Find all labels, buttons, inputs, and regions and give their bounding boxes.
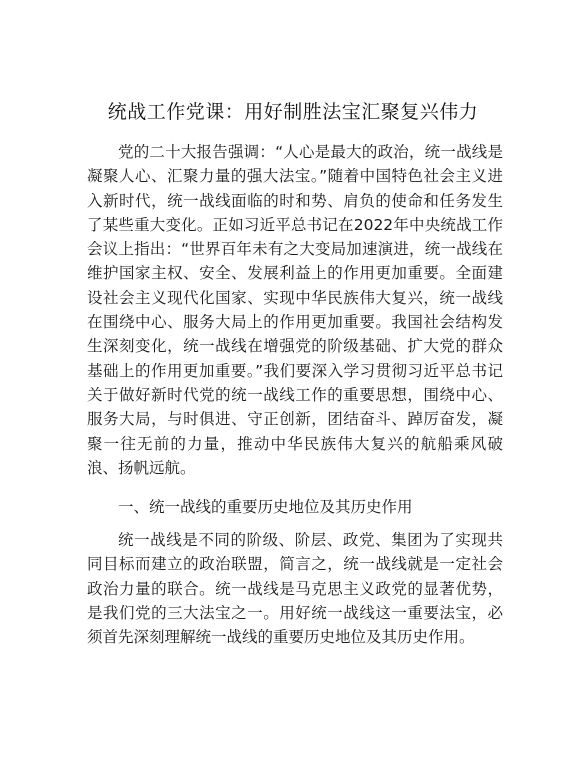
section-heading-1: 一、统一战线的重要历史地位及其历史作用 (118, 498, 413, 516)
intro-paragraph: 党的二十大报告强调：“人心是最大的政治，统一战线是凝聚人心、汇聚力量的强大法宝。”随着中国特色社会主义进入新时代，统一战线面临的时和势、肩负的使命和任务发生了某些重大变化。正如习近平总书记在2022年中央统战工作会议上指出：“世界百年未有之大变局加速演进，统一战线在维护国家主权、安全、发展利益上的作用更加重要。全面建设社会主义现代化国家、实现中华民族伟大复兴，统一战线在围绕中心、服务大局上的作用更加重要。我国社会结构发生深刻变化，统一战线在增强党的阶级基础、扩大党的群众基础上的作用更加重要。”我们要深入学习贯彻习近平总书记关于做好新时代党的统一战线工作的重要思想，围绕中心、服务大局，与时俱进、守正创新，团结奋斗、踔厉奋发，凝聚一往无前的力量，推动中华民族伟大复兴的航船乘风破浪、扬帆远航。 (87, 143, 503, 477)
section-1-paragraph: 统一战线是不同的阶级、阶层、政党、集团为了实现共同目标而建立的政治联盟，简言之，统一战线就是一定社会政治力量的联合。统一战线是马克思主义政党的显著优势，是我们党的三大法宝之一。用好统一战线这一重要法宝，必须首先深刻理解统一战线的重要历史地位及其历史作用。 (87, 531, 503, 647)
document-title: 统战工作党课：用好制胜法宝汇聚复兴伟力 (107, 101, 479, 123)
